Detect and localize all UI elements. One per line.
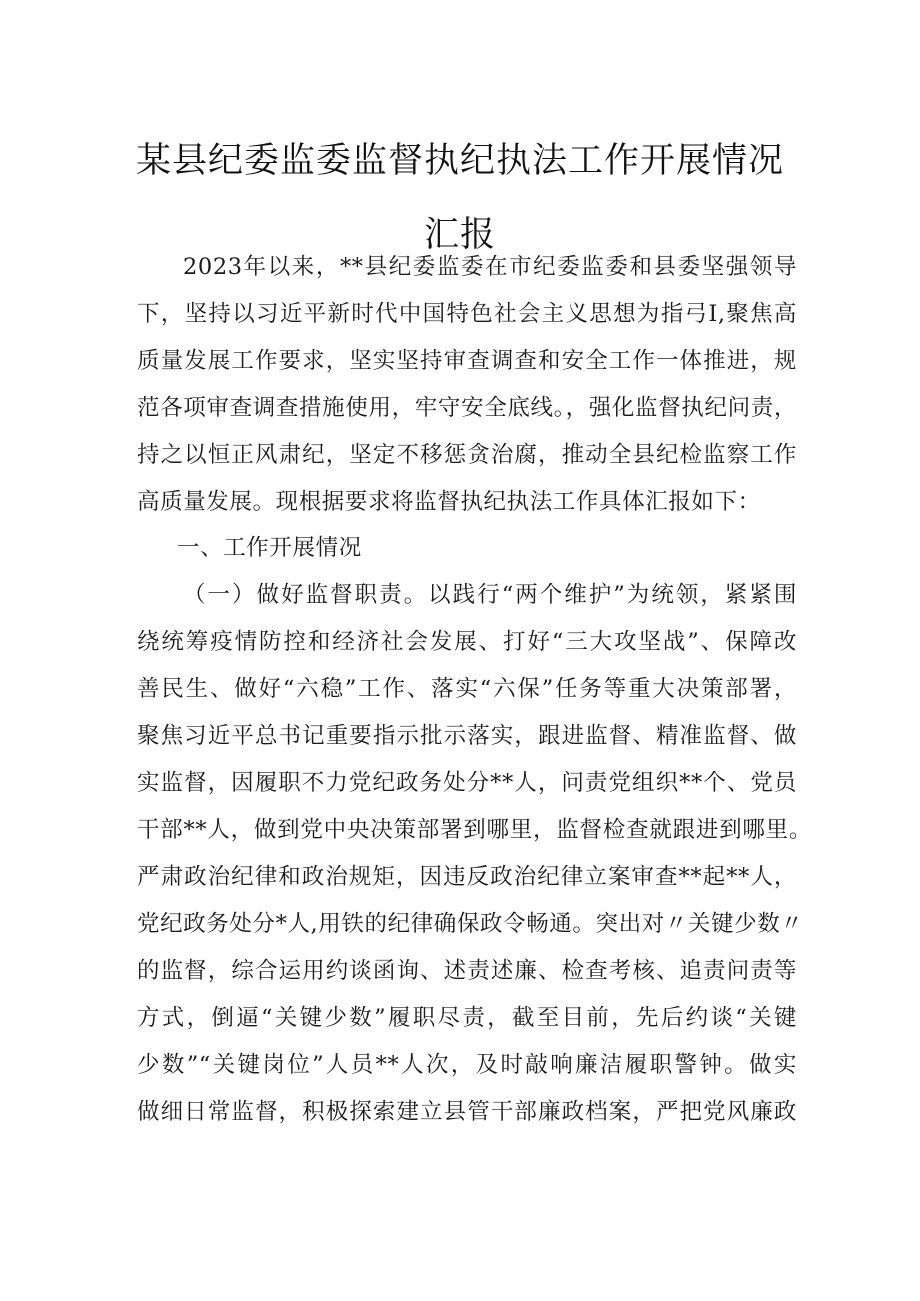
paragraph-2-line-7: 严肃政治纪律和政治规矩，因违反政治纪律立案审查**起**人，: [137, 864, 797, 890]
paragraph-2-line-3: 善民生、做好“六稳”工作、落实“六保”任务等重大决策部署，: [137, 676, 797, 702]
paragraph-1-line-5: 持之以恒正风肃纪，坚定不移惩贪治腐，推动全县纪检监察工作: [137, 442, 797, 468]
paragraph-2-line-11: 少数”“关键岗位”人员**人次，及时敲响廉洁履职警钟。做实: [137, 1052, 797, 1078]
paragraph-1-line-2: 下，坚持以习近平新时代中国特色社会主义思想为指弓I,聚焦高: [137, 301, 797, 327]
paragraph-2-line-6: 干部**人，做到党中央决策部署到哪里，监督检查就跟进到哪里。: [137, 817, 812, 843]
paragraph-2-line-12: 做细日常监督，积极探索建立县管干部廉政档案，严把党风廉政: [137, 1099, 797, 1125]
document-title-line-2: 汇报: [423, 215, 496, 255]
paragraph-2-line-10: 方式，倒逼“关键少数”履职尽责，截至目前，先后约谈“关键: [137, 1005, 797, 1031]
paragraph-1-line-6: 高质量发展。现根据要求将监督执纪执法工作具体汇报如下：: [137, 489, 761, 515]
paragraph-1-line-1: 2023年以来，**县纪委监委在市纪委监委和县委坚强领导: [183, 254, 797, 280]
paragraph-2-line-8: 党纪政务处分*人,用铁的纪律确保政令畅通。突出对〃关键少数〃: [137, 911, 804, 937]
paragraph-1-line-3: 质量发展工作要求，坚实坚持审查调查和安全工作一体推进，规: [137, 348, 797, 374]
paragraph-2-line-1: （一）做好监督职责。以践行“两个维护”为统领，紧紧围: [183, 582, 797, 608]
paragraph-2-line-4: 聚焦习近平总书记重要指示批示落实，跟进监督、精准监督、做: [137, 723, 797, 749]
paragraph-2-line-5: 实监督，因履职不力党纪政务处分**人，问责党组织**个、党员: [137, 770, 797, 796]
document-title-line-1: 某县纪委监委监督执纪执法工作开展情况: [135, 141, 784, 181]
paragraph-2-line-9: 的监督，综合运用约谈函询、述责述廉、检查考核、追责问责等: [137, 958, 797, 984]
paragraph-1-line-4: 范各项审查调查措施使用，牢守安全底线。，强化监督执纪问责，: [137, 395, 797, 421]
section-heading: 一、工作开展情况: [177, 535, 362, 561]
paragraph-2-line-2: 绕统筹疫情防控和经济社会发展、打好“三大攻坚战”、保障改: [137, 629, 797, 655]
